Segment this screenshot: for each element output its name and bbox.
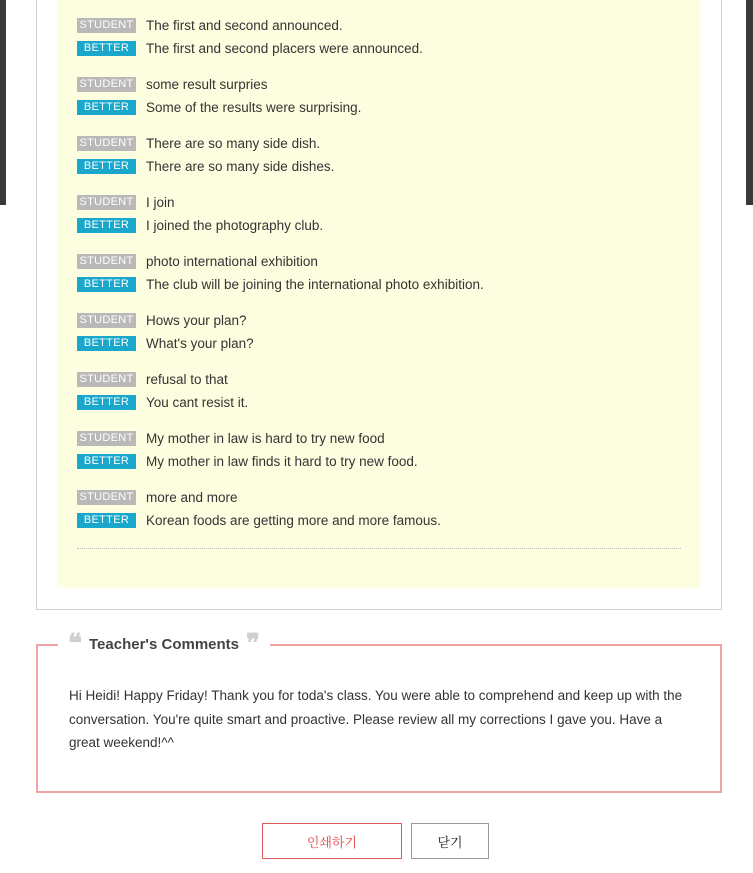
student-line xyxy=(77,309,681,332)
better-tag: BETTER xyxy=(77,100,136,115)
correction-pair xyxy=(77,191,681,250)
backdrop-left xyxy=(0,0,6,205)
better-tag: BETTER xyxy=(77,277,136,292)
better-sentence: There are so many side dishes. xyxy=(146,159,335,174)
better-line xyxy=(77,332,681,355)
student-line xyxy=(77,14,681,37)
student-tag: STUDENT xyxy=(77,431,136,446)
teacher-comments-heading xyxy=(58,629,270,659)
better-line xyxy=(77,96,681,119)
student-line xyxy=(77,191,681,214)
print-button[interactable]: 인쇄하기 xyxy=(262,823,402,859)
better-tag: BETTER xyxy=(77,41,136,56)
better-tag: BETTER xyxy=(77,454,136,469)
correction-pair xyxy=(77,73,681,132)
student-tag: STUDENT xyxy=(77,313,136,328)
better-sentence: What's your plan? xyxy=(146,336,254,351)
student-tag: STUDENT xyxy=(77,490,136,505)
better-sentence: My mother in law finds it hard to try new food. xyxy=(146,454,418,469)
student-tag: STUDENT xyxy=(77,136,136,151)
student-sentence: I join xyxy=(146,195,175,210)
correction-pair xyxy=(77,309,681,368)
better-line xyxy=(77,273,681,296)
student-line xyxy=(77,427,681,450)
better-line xyxy=(77,509,681,532)
dotted-divider xyxy=(77,548,681,549)
student-tag: STUDENT xyxy=(77,77,136,92)
student-sentence: refusal to that xyxy=(146,372,228,387)
better-line xyxy=(77,391,681,414)
better-line xyxy=(77,214,681,237)
student-sentence: photo international exhibition xyxy=(146,254,318,269)
correction-pair xyxy=(77,132,681,191)
better-sentence: The first and second placers were announced. xyxy=(146,41,423,56)
student-line xyxy=(77,250,681,273)
better-sentence: The club will be joining the international photo exhibition. xyxy=(146,277,484,292)
student-tag: STUDENT xyxy=(77,18,136,33)
student-sentence: Hows your plan? xyxy=(146,313,247,328)
corrections-list xyxy=(77,14,681,545)
correction-pair xyxy=(77,427,681,486)
better-line xyxy=(77,450,681,473)
better-line xyxy=(77,37,681,60)
student-sentence: more and more xyxy=(146,490,238,505)
student-sentence: There are so many side dish. xyxy=(146,136,321,151)
student-tag: STUDENT xyxy=(77,254,136,269)
backdrop-right xyxy=(746,0,753,205)
student-line xyxy=(77,132,681,155)
better-tag: BETTER xyxy=(77,336,136,351)
better-sentence: Some of the results were surprising. xyxy=(146,100,362,115)
better-sentence: You cant resist it. xyxy=(146,395,249,410)
better-tag: BETTER xyxy=(77,513,136,528)
student-line xyxy=(77,486,681,509)
correction-pair xyxy=(77,14,681,73)
better-tag: BETTER xyxy=(77,159,136,174)
close-button[interactable]: 닫기 xyxy=(411,823,489,859)
close-quote-icon: ❞ xyxy=(246,629,261,659)
correction-pair xyxy=(77,368,681,427)
correction-pair xyxy=(77,250,681,309)
student-sentence: some result surpries xyxy=(146,77,268,92)
better-tag: BETTER xyxy=(77,218,136,233)
correction-pair xyxy=(77,486,681,545)
better-sentence: I joined the photography club. xyxy=(146,218,324,233)
student-line xyxy=(77,368,681,391)
student-line xyxy=(77,73,681,96)
better-tag: BETTER xyxy=(77,395,136,410)
teacher-comment-text: Hi Heidi! Happy Friday! Thank you for toda's class. You were able to comprehend and keep up with the conversation. You're quite smart and proactive. Please review all my corrections I gave you. Have a great weekend!^^ xyxy=(69,688,683,750)
open-quote-icon: ❝ xyxy=(68,629,82,659)
student-tag: STUDENT xyxy=(77,372,136,387)
student-sentence: My mother in law is hard to try new food xyxy=(146,431,385,446)
student-tag: STUDENT xyxy=(77,195,136,210)
better-line xyxy=(77,155,681,178)
better-sentence: Korean foods are getting more and more famous. xyxy=(146,513,441,528)
student-sentence: The first and second announced. xyxy=(146,18,343,33)
teacher-comments-title: Teacher's Comments xyxy=(89,635,240,653)
